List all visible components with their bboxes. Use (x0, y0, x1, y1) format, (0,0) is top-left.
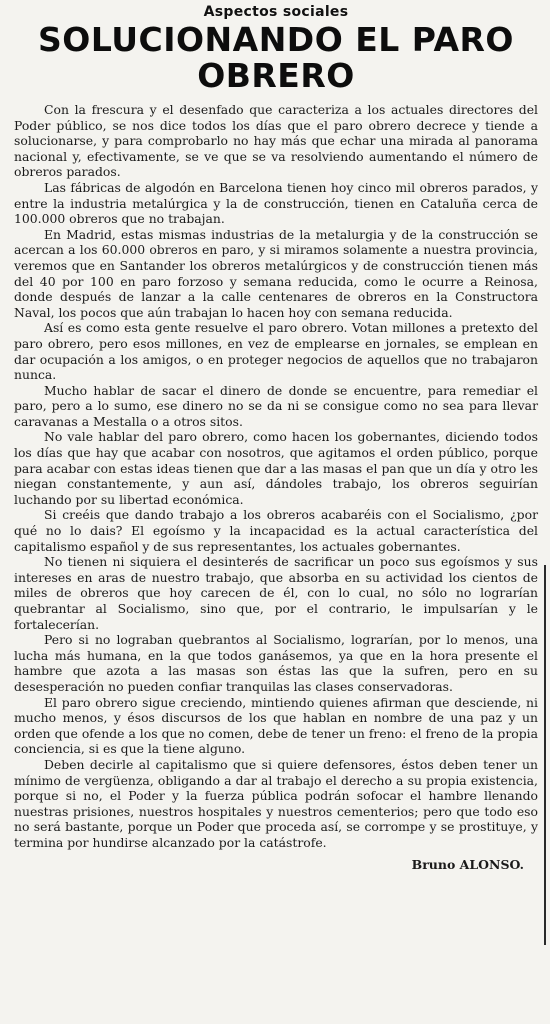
paragraph: Así es como esta gente resuelve el paro obrero. Votan millones a pretexto del paro obrero, pero esos millones, en vez de emplearse en jornales, se emplean en dar ocupación a los amigos, o en proteger negocios de aquellos que no trabajaron nunca. (14, 320, 538, 383)
paragraph: En Madrid, estas mismas industrias de la metalurgia y de la construcción se acercan a los 60.000 obreros en paro, y si miramos solamente a nuestra provincia, veremos que en Santander los obreros metalúrgicos y de construcción tienen más del 40 por 100 en paro forzoso y semana reducida, como le ocurre a Reinosa, donde después de lanzar a la calle centenares de obreros en la Constructora Naval, los pocos que aún trabajan lo hacen hoy con semana reducida. (14, 226, 538, 320)
author-signature: Bruno ALONSO. (411, 856, 524, 872)
paragraph: No vale hablar del paro obrero, como hacen los gobernantes, diciendo todos los días que hay que acabar con nosotros, que agitamos el orden público, porque para acabar con estas ideas tienen que dar a las masas el pan que un día y otro les niegan constantemente, y aun así, dándoles trabajo, los obreros seguirían luchando por su libertad económica. (14, 429, 538, 507)
paragraph: Si creéis que dando trabajo a los obreros acabaréis con el Socialismo, ¿por qué no lo dais? El egoísmo y la incapacidad es la actual característica del capitalismo español y de sus representantes, los actuales gobernantes. (14, 507, 538, 554)
paragraph: Pero si no lograban quebrantos al Socialismo, lograrían, por lo menos, una lucha más humana, en la que todos ganásemos, ya que en la hora presente el hambre que azota a las masas son éstas las que la sufren, pero en su desesperación no pueden confiar tranquilas las clases conservadoras. (14, 632, 538, 694)
paragraph: No tienen ni siquiera el desinterés de sacrificar un poco sus egoísmos y sus intereses en aras de nuestro trabajo, que absorba en su actividad los cientos de miles de obreros que hoy carecen de él, con lo cual, no sólo no lograrían quebrantar al Socialismo, sino que, por el contrario, le impulsarían y le fortalecerían. (14, 554, 538, 632)
paragraph: Mucho hablar de sacar el dinero de donde se encuentre, para remediar el paro, pero a lo sumo, ese dinero no se da ni se consigue como no sea para llevar caravanas a Mestalla o a otros sitos. (14, 382, 538, 429)
paragraph: El paro obrero sigue creciendo, mintiendo quienes afirman que desciende, ni mucho menos, y ésos discursos de los que hablan en nombre de una paz y un orden que ofende a los que no comen, debe de tener un freno: el freno de la propia conciencia, si es que la tiene alguno. (14, 694, 538, 757)
article-body (14, 102, 538, 851)
paragraph: Deben decirle al capitalismo que si quiere defensores, éstos deben tener un mínimo de vergüenza, obligando a dar al trabajo el derecho a su propia existencia, porque si no, el Poder y la fuerza pública podrán sofocar el hambre llenando nuestras prisiones, nuestros hospitales y nuestros cementerios; pero que todo eso no será bastante, porque un Poder que proceda así, se corrompe y se prostituye, y termina por hundirse alcanzado por la catástrofe. (14, 756, 538, 850)
column-rule (544, 565, 546, 945)
headline: SOLUCIONANDO EL PARO OBRERO (38, 20, 514, 95)
section-label: Aspectos sociales (203, 4, 349, 20)
paragraph: Con la frescura y el desenfado que caracteriza a los actuales directores del Poder público, se nos dice todos los días que el paro obrero decrece y tiende a solucionarse, y para comprobarlo no hay más que echar una mirada al panorama nacional y, efectivamente, se ve que se va resolviendo aumentando el número de obreros parados. (14, 102, 538, 180)
paragraph: Las fábricas de algodón en Barcelona tienen hoy cinco mil obreros parados, y entre la industria metalúrgica y la de construcción, tienen en Cataluña cerca de 100.000 obreros que no trabajan. (14, 179, 538, 227)
